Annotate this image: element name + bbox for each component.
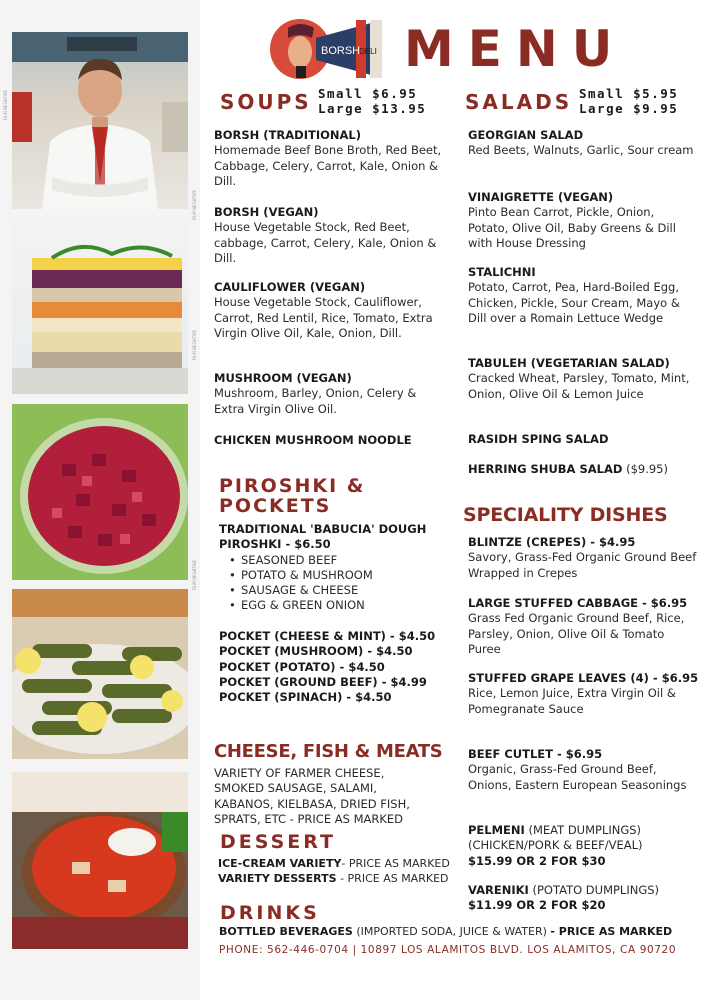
menu-item — [468, 823, 700, 869]
item-name: BOTTLED BEVERAGES — [219, 925, 353, 938]
menu-item — [214, 433, 446, 448]
photo-film-strip — [0, 0, 200, 1000]
item-name: BLINTZE (CREPES) - $4.95 — [468, 535, 636, 549]
soups-price-large: Large $13.95 — [318, 101, 427, 116]
list-item: POCKET (POTATO) - $4.50 — [219, 659, 385, 674]
item-price: - PRICE AS MARKED — [341, 857, 450, 870]
item-name: GEORGIAN SALAD — [468, 128, 584, 142]
item-desc: Cracked Wheat, Parsley, Tomato, Mint, Onion, Olive Oil & Lemon Juice — [468, 371, 690, 401]
speciality-heading: SPECIALITY DISHES — [463, 504, 668, 526]
logo-text-deli: DELI — [359, 47, 377, 56]
item-desc: Red Beets, Walnuts, Garlic, Sour cream — [468, 143, 694, 158]
text-line: KABANOS, KIELBASA, DRIED FISH, — [214, 796, 410, 811]
menu-title: MENU — [404, 20, 627, 78]
item-name: STUFFED GRAPE LEAVES (4) - $6.95 — [468, 671, 699, 685]
item-name: BORSH (VEGAN) — [214, 205, 319, 219]
borsh-deli-logo — [270, 16, 384, 82]
layered-salad-photo — [12, 218, 188, 394]
item-name: LARGE STUFFED CABBAGE - $6.95 — [468, 596, 688, 610]
film-label: FILM NEGATIVE — [192, 560, 197, 591]
piroshki-subtitle-2: PIROSHKI - $6.50 — [219, 537, 331, 552]
item-name: HERRING SHUBA SALAD — [468, 462, 623, 476]
menu-item — [468, 432, 698, 447]
item-name: BEEF CUTLET - $6.95 — [468, 747, 603, 761]
item-desc: Rice, Lemon Juice, Extra Virgin Oil & Pomegranate Sauce — [468, 686, 676, 716]
list-item — [218, 871, 458, 886]
item-name: VINAIGRETTE (VEGAN) — [468, 190, 614, 204]
film-label: FILM NEGATIVE — [192, 330, 197, 361]
item-desc: Homemade Beef Bone Broth, Red Beet, Cabbage, Celery, Carrot, Kale, Onion & Dill. — [214, 143, 442, 188]
drinks-heading: DRINKS — [220, 902, 320, 924]
text-line: SMOKED SAUSAGE, SALAMI, — [214, 781, 377, 796]
item-desc: Organic, Grass-Fed Ground Beef, Onions, Eastern European Seasonings — [468, 762, 687, 792]
drinks-block — [219, 924, 689, 939]
piroshki-heading-line1: PIROSHKI & — [219, 475, 366, 497]
list-item: • EGG & GREEN ONION — [219, 598, 459, 613]
item-name: STALICHNI — [468, 265, 536, 279]
list-item: POCKET (GROUND BEEF) - $4.99 — [219, 674, 427, 689]
item-price: - PRICE AS MARKED — [340, 872, 449, 886]
item-desc: House Vegetable Stock, Red Beet, cabbage, Carrot, Celery, Kale, Onion & Dill. — [214, 220, 437, 265]
item-desc: (POTATO DUMPLINGS) — [532, 883, 660, 897]
stuffed-grape-leaves-photo — [12, 589, 188, 759]
item-name: BORSH (TRADITIONAL) — [214, 128, 361, 142]
list-item: POCKET (MUSHROOM) - $4.50 — [219, 644, 413, 659]
cheese-block — [214, 766, 454, 827]
cheese-heading: CHEESE, FISH & MEATS — [214, 741, 443, 762]
chef-photo — [12, 32, 188, 209]
salads-price-large: Large $9.95 — [579, 101, 679, 116]
salads-price-small: Small $5.95 — [579, 86, 679, 101]
film-label: FILM NEGATIVE — [192, 190, 197, 221]
salads-heading: SALADS — [465, 90, 573, 114]
item-name: MUSHROOM (VEGAN) — [214, 371, 352, 385]
menu-item — [468, 747, 700, 793]
text-line: SPRATS, ETC - PRICE AS MARKED — [214, 811, 404, 826]
piroshki-block — [219, 522, 459, 614]
item-price: $15.99 OR 2 FOR $30 — [468, 853, 606, 868]
footer-contact: PHONE: 562-446-0704 | 10897 LOS ALAMITOS BLVD. LOS ALAMITOS, CA 90720 — [219, 944, 677, 956]
item-desc: Mushroom, Barley, Onion, Celery & Extra Virgin Olive Oil. — [214, 386, 417, 416]
item-price: $11.99 OR 2 FOR $20 — [468, 898, 606, 913]
list-item: • POTATO & MUSHROOM — [219, 568, 459, 583]
item-desc: Grass Fed Organic Ground Beef, Rice, Parsley, Onion, Olive Oil & Tomato Puree — [468, 611, 685, 656]
item-name: VARIETY DESSERTS — [218, 872, 337, 886]
item-desc: Potato, Carrot, Pea, Hard-Boiled Egg, Chicken, Pickle, Sour Cream, Mayo & Dill over a Romain Lettuce Wedge — [468, 280, 680, 325]
menu-item — [468, 356, 698, 402]
item-name: PELMENI — [468, 823, 525, 837]
piroshki-heading-line2: POCKETS — [219, 495, 332, 517]
menu-item — [214, 280, 446, 341]
item-name: RASIDH SPING SALAD — [468, 432, 609, 446]
list-item: POCKET (SPINACH) - $4.50 — [219, 690, 392, 705]
soups-heading: SOUPS — [220, 90, 312, 114]
item-name: VARENIKI — [468, 883, 529, 897]
item-desc: House Vegetable Stock, Cauliflower, Carrot, Red Lentil, Rice, Tomato, Extra Virgin Olive Oil, Kale, Onion, Dill. — [214, 295, 433, 340]
menu-item — [214, 371, 446, 417]
text-line: VARIETY OF FARMER CHEESE, — [214, 766, 385, 780]
menu-item — [214, 128, 446, 189]
pockets-list — [219, 629, 459, 705]
list-item: • SEASONED BEEF — [219, 553, 459, 568]
menu-item — [468, 671, 700, 717]
list-item: • SAUSAGE & CHEESE — [219, 583, 459, 598]
item-name: TABULEH (VEGETARIAN SALAD) — [468, 356, 670, 370]
menu-item — [468, 596, 700, 657]
piroshki-fillings — [219, 553, 459, 614]
item-desc: (CHICKEN/PORK & BEEF/VEAL) — [468, 838, 643, 853]
logo-text-borsh: BORSH — [321, 45, 361, 57]
menu-item — [468, 128, 698, 159]
item-desc: (MEAT DUMPLINGS) — [528, 823, 642, 837]
borsh-bowl-photo — [12, 772, 188, 949]
menu-item — [468, 265, 700, 326]
item-desc: Savory, Grass-Fed Organic Ground Beef Wrapped in Crepes — [468, 550, 697, 580]
item-name: CAULIFLOWER (VEGAN) — [214, 280, 366, 294]
list-item — [218, 856, 458, 871]
item-price: - PRICE AS MARKED — [550, 925, 673, 938]
item-price: ($9.95) — [626, 462, 668, 476]
piroshki-subtitle-1: TRADITIONAL 'BABUCIA' DOUGH — [219, 522, 427, 536]
menu-item — [468, 535, 700, 581]
piroshki-heading — [219, 476, 365, 516]
menu-item — [214, 205, 446, 266]
item-desc: Pinto Bean Carrot, Pickle, Onion, Potato, Olive Oil, Baby Greens & Dill with House Dressing — [468, 205, 676, 250]
item-name: CHICKEN MUSHROOM NOODLE — [214, 433, 412, 447]
beet-salad-photo — [12, 404, 188, 580]
menu-item — [468, 462, 698, 477]
list-item: POCKET (CHEESE & MINT) - $4.50 — [219, 629, 436, 643]
dessert-heading: DESSERT — [220, 831, 336, 853]
film-label: FILM NEGATIVE — [3, 90, 8, 121]
menu-item — [468, 190, 698, 251]
item-desc: (IMPORTED SODA, JUICE & WATER) — [356, 925, 547, 938]
soups-price-small: Small $6.95 — [318, 86, 418, 101]
item-name: ICE-CREAM VARIETY — [218, 857, 342, 870]
menu-item — [468, 883, 700, 914]
dessert-block — [218, 856, 458, 887]
